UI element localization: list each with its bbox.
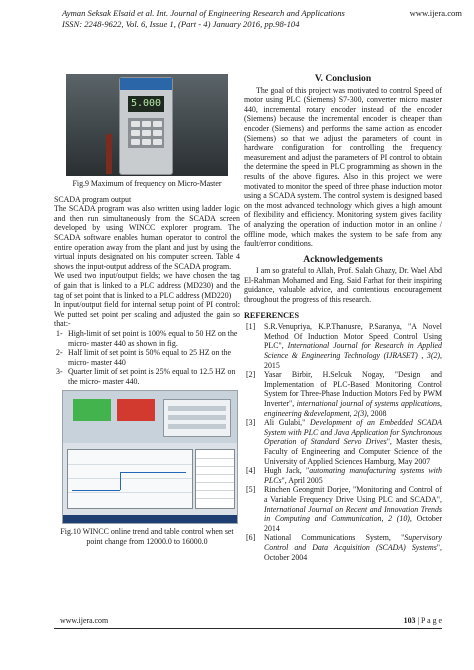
reference-date: ", April 2005 <box>281 475 323 485</box>
reference-text: S.R.Venupriya, K.P.Thanusre, P.Saranya, "A Novel Method Of Induction Motor Speed Control Using PLC", <box>264 322 442 351</box>
reference-item <box>244 418 442 466</box>
acknowledgements-text: I am so grateful to Allah, Prof. Salah Ghazy, Dr. Wael Abd El-Rahman Mohamed and Eng. Said Farhat for their inspiring guidance, valuable advice, and contentious encouragement throughout the progress of this research. <box>244 266 442 305</box>
setpoint-list <box>54 329 240 387</box>
trend-gridline <box>68 464 192 465</box>
reference-number: [1] <box>246 322 256 332</box>
reference-item <box>244 322 442 370</box>
keypad-key <box>131 121 140 127</box>
references-list <box>244 322 442 562</box>
right-column <box>244 74 442 562</box>
stop-button-graphic <box>117 399 155 421</box>
figure-9-caption: Fig.9 Maximum of frequency on Micro-Master <box>72 179 222 188</box>
keypad-key <box>142 121 151 127</box>
trend-gridline <box>68 478 192 479</box>
list-number: 2- <box>56 348 63 358</box>
list-text: Quarter limit of set point is 25% equal to 12.5 HZ on the micro- master 440. <box>68 367 236 386</box>
table-rule <box>196 498 234 499</box>
keypad-key <box>153 130 162 136</box>
table-rule <box>196 466 234 467</box>
reference-source: Development of an Embedded SCADA System with PLC and Java Application for Synchronous Operation of Standard Servo Drives <box>264 418 442 447</box>
acknowledgements-title: Acknowledgements <box>303 253 383 265</box>
reference-number: [2] <box>246 370 256 380</box>
keypad-key <box>153 139 162 145</box>
figure-9-photo <box>66 74 228 176</box>
page-footer <box>54 616 442 626</box>
reference-number: [3] <box>246 418 256 428</box>
start-button-graphic <box>73 399 111 421</box>
journal-line: Ayman Seksak Elsaid et al. Int. Journal of Engineering Research and Applications <box>62 8 345 18</box>
cable-graphic <box>106 134 112 174</box>
keypad-key <box>142 130 151 136</box>
footer-rule <box>54 628 442 629</box>
reference-number: [4] <box>246 466 256 476</box>
io-field-bar <box>168 406 226 411</box>
keypad-key <box>131 139 140 145</box>
list-text: High-limit of set point is 100% equal to 50 HZ on the micro- master 440 as shown in fig. <box>68 328 238 348</box>
figure-10-screenshot <box>62 390 238 524</box>
page-number-value: 103 <box>403 616 416 625</box>
references-title: REFERENCES <box>244 310 300 320</box>
io-field-bar <box>168 415 226 420</box>
online-trend-control <box>67 449 193 509</box>
list-item <box>54 329 240 348</box>
page-header <box>62 8 462 30</box>
page-number <box>404 616 442 625</box>
reference-source: Supervisory Control and Data Acquisition (SCADA) Systems <box>264 533 442 552</box>
trend-line <box>72 490 120 491</box>
io-paragraph-2: In input/output field for internal setup point of PI control: We putted set point per scaling and adjusted the gain so that:- <box>54 300 240 329</box>
footer-website[interactable]: www.ijera.com <box>60 616 109 625</box>
header-website[interactable]: www.ijera.com <box>409 8 462 18</box>
list-item <box>54 348 240 367</box>
reference-source: International Journal on Recent and Innovation Trends in Computing and Communication, 2 (10), <box>264 504 442 524</box>
reference-source: international journal of systems applications, engineering &development, 2(3), <box>264 399 442 418</box>
device-brand-strip <box>120 78 172 90</box>
table-control <box>195 449 235 509</box>
scada-heading: SCADA program output <box>54 194 132 204</box>
micro-master-device <box>120 78 172 174</box>
windows-taskbar <box>63 515 237 523</box>
reference-item <box>244 533 442 562</box>
left-column <box>54 74 240 553</box>
list-item <box>54 367 240 386</box>
reference-text: Hugh Jack, " <box>264 466 310 476</box>
issn-line: ISSN: 2248-9622, Vol. 6, Issue 1, (Part - 4) January 2016, pp.98-104 <box>62 19 300 29</box>
reference-text: National Communications System, " <box>264 533 405 543</box>
table-rule <box>196 474 234 475</box>
reference-date: 2008 <box>370 408 387 418</box>
conclusion-text: The goal of this project was motivated to control Speed of motor using PLC (Siemens) S7-300, converter micro master 440, incremental rotary encoder instead of the encoder (Siemens) because the incremental encoder is cheaper than encoder (Siemens) and performs the same action as encoder (Siemens) so that we adjust the parameters of count in hardware configuration for controlling the frequency measurement and adjust the parameters of PI control to obtain the determine the speed in PLC programming as shown in the results of the above figures. Also in this project we were motivated to monitor the speed of three phase induction motor using a SCADA system. The control system is designed based on the most advanced technology which gives a high amount of flexibility and efficiency. Monitoring system gives facility of analyzing the operation of induction motor in an online / offline mode, which makes the system to be safe from any fault/error conditions. <box>244 85 442 249</box>
conclusion-title: V. Conclusion <box>314 73 372 84</box>
device-keypad <box>128 118 164 148</box>
scada-paragraph: The SCADA program was also written using ladder logic and then run simultaneously from the SCADA screen developed by using WINCC explorer program. The SCADA software enables human operator to control the entire operation away from the plant and just by using the virtual inputs designated on his computer screen. Table 4 shows the input-output address of the SCADA program. <box>54 204 240 271</box>
reference-number: [6] <box>246 533 256 543</box>
reference-text: Ali Gulabi," <box>264 418 310 428</box>
reference-item <box>244 370 442 418</box>
keypad-key <box>131 130 140 136</box>
reference-source: International Journal for Research in Applied Science & Engineering Technology (IJRASET) , 3(2), <box>264 341 442 361</box>
trend-line <box>120 472 121 490</box>
figure-10-caption: Fig.10 WINCC online trend and table control when set point change from 12000.0 to 16000.0 <box>60 527 234 547</box>
reference-item <box>244 466 442 485</box>
reference-date: October 2014 <box>264 514 442 533</box>
table-rule <box>196 482 234 483</box>
list-number: 3- <box>56 367 63 377</box>
reference-text: Rinchen Geongmit Dorjee, "Monitoring and Control of a Variable Frequency Drive Using PLC and SCADA", <box>264 485 442 504</box>
list-text: Half limit of set point is 50% equal to 25 HZ on the micro- master 440 <box>68 348 232 367</box>
keypad-key <box>142 139 151 145</box>
reference-source: automating manufacturing systems with PLCs <box>264 466 442 485</box>
io-paragraph: We used two input/output fields; we have chosen the tag of gain that is linked to a PLC address (MD230) and the tag of set point that is linked to a PLC address (MD220) <box>54 271 240 300</box>
reference-number: [5] <box>246 485 256 495</box>
page-suffix: | P a g e <box>415 616 442 625</box>
io-field-bar <box>168 424 226 429</box>
reference-date: ", October 2004 <box>264 542 442 562</box>
keypad-key <box>153 121 162 127</box>
reference-item <box>244 485 442 533</box>
trend-line <box>120 472 186 473</box>
table-rule <box>196 458 234 459</box>
io-field-panel <box>163 399 231 437</box>
scada-control-area <box>63 391 237 443</box>
list-number: 1- <box>56 328 63 338</box>
reference-text: Yasar Birbir, H.Selcuk Nogay, "Design and Implementation of PLC-Based Monitoring Control System for Three-Phase Induction Motors Fed by PWM Inverter", <box>264 370 442 408</box>
reference-date: ", Master thesis, Faculty of Engineering and Computer Science of the University of Applied Sciences Hamburg, May 2007 <box>264 437 442 466</box>
trend-gridline <box>68 492 192 493</box>
frequency-display: 5.000 <box>128 96 164 112</box>
reference-date: 2015 <box>264 360 280 370</box>
table-rule <box>196 490 234 491</box>
